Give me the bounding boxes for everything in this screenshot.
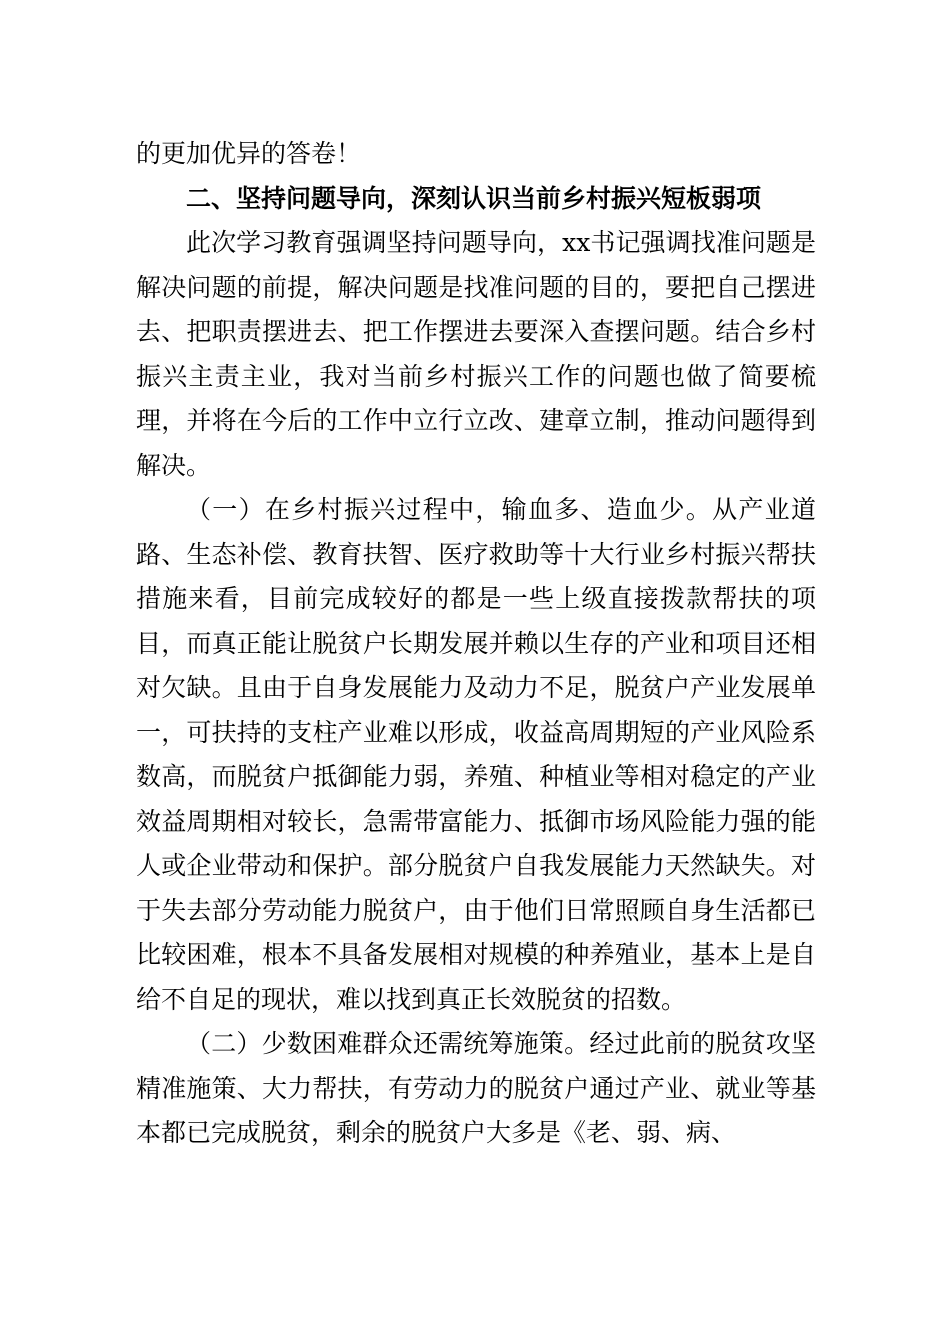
document-body	[136, 132, 816, 1156]
paragraph: 此次学习教育强调坚持问题导向，xx书记强调找准问题是解决问题的前提，解决问题是找准问题的目的，要把自己摆进去、把职责摆进去、把工作摆进去要深入查摆问题。结合乡村振兴主责主业，我对当前乡村振兴工作的问题也做了简要梳理，并将在今后的工作中立行立改、建章立制，推动问题得到解决。	[136, 228, 816, 480]
section-heading: 二、坚持问题导向，深刻认识当前乡村振兴短板弱项	[186, 183, 762, 213]
paragraph: （一）在乡村振兴过程中，输血多、造血少。从产业道路、生态补偿、教育扶智、医疗救助等十大行业乡村振兴帮扶措施来看，目前完成较好的都是一些上级直接拨款帮扶的项目，而真正能让脱贫户长期发展并赖以生存的产业和项目还相对欠缺。且由于自身发展能力及动力不足，脱贫户产业发展单一，可扶持的支柱产业难以形成，收益高周期短的产业风险系数高，而脱贫户抵御能力弱，养殖、种植业等相对稳定的产业效益周期相对较长，急需带富能力、抵御市场风险能力强的能人或企业带动和保护。部分脱贫户自我发展能力天然缺失。对于失去部分劳动能力脱贫户，由于他们日常照顾自身生活都已比较困难，根本不具备发展相对规模的种养殖业，基本上是自给不自足的现状，难以找到真正长效脱贫的招数。	[136, 495, 816, 1014]
paragraph-continuation: 的更加优异的答卷！	[136, 139, 362, 168]
paragraph: （二）少数困难群众还需统筹施策。经过此前的脱贫攻坚精准施策、大力帮扶，有劳动力的脱贫户通过产业、就业等基本都已完成脱贫，剩余的脱贫户大多是《老、弱、病、	[136, 1029, 816, 1147]
